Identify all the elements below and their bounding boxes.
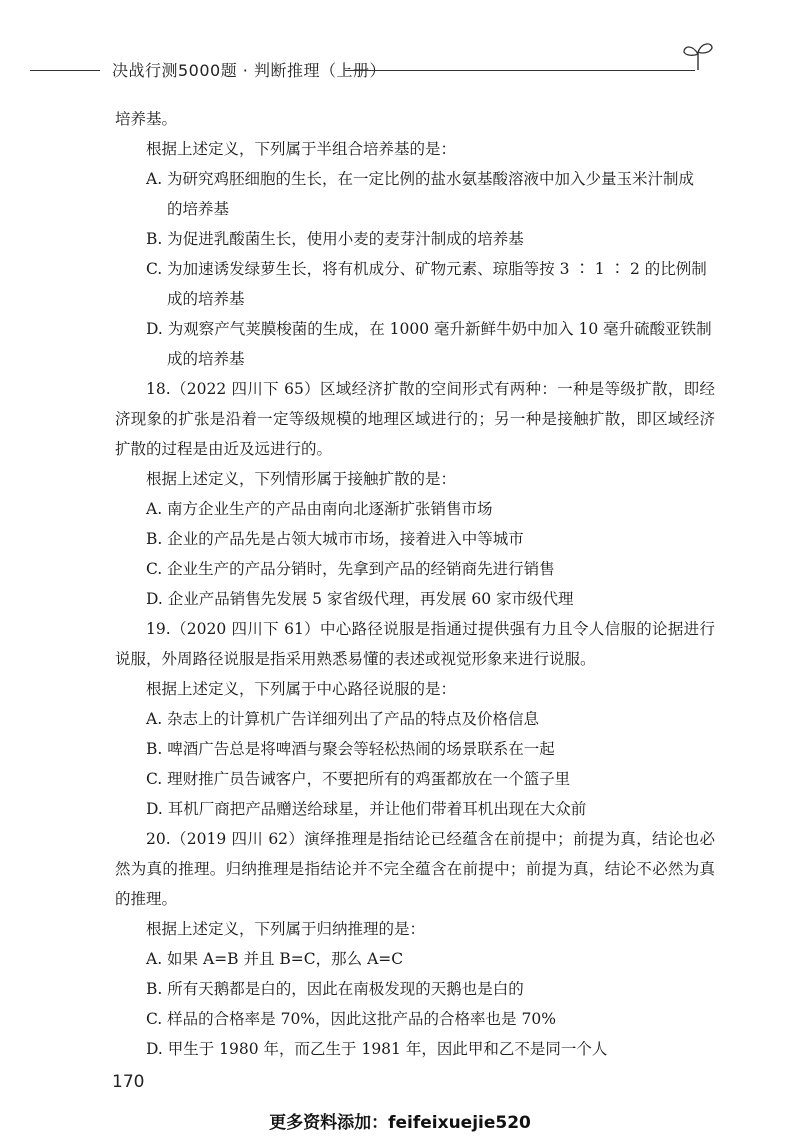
q19-prompt: 根据上述定义，下列属于中心路径说服的是： <box>146 680 457 698</box>
q20-option-a: A. 如果 A=B 并且 B=C，那么 A=C <box>146 950 404 968</box>
q20-option-b: B. 所有天鹅都是白的，因此在南极发现的天鹅也是白的 <box>146 980 524 998</box>
q19-stem: 19.（2020 四川下 61）中心路径说服是指通过提供强有力且令人信服的论据进行说服，外周路径说服是指采用熟悉易懂的表述或视觉形象来进行说服。 <box>115 620 715 668</box>
running-header <box>0 54 800 94</box>
q20-option-d: D. 甲生于 1980 年，而乙生于 1981 年，因此甲和乙不是同一个人 <box>146 1040 608 1058</box>
q19-option-c: C. 理财推广员告诫客户，不要把所有的鸡蛋都放在一个篮子里 <box>146 770 571 788</box>
sprout-icon <box>680 40 716 72</box>
intro-tail: 培养基。 <box>115 110 178 128</box>
page-number: 170 <box>112 1072 145 1092</box>
header-rule-left <box>30 70 100 71</box>
page-body <box>115 104 715 1064</box>
q17-option-a-cont: 的培养基 <box>167 200 230 218</box>
q17-option-d-cont: 成的培养基 <box>167 350 245 368</box>
q17-option-d: D. 为观察产气荚膜梭菌的生成，在 1000 毫升新鲜牛奶中加入 10 毫升硫酸亚铁制 <box>146 320 712 338</box>
q17-option-b: B. 为促进乳酸菌生长，使用小麦的麦芽汁制成的培养基 <box>146 230 524 248</box>
header-rule-right <box>345 70 695 71</box>
q19-option-b: B. 啤酒广告总是将啤酒与聚会等轻松热闹的场景联系在一起 <box>146 740 555 758</box>
book-title: 决战行测5000题 · 判断推理（上册） <box>112 61 386 80</box>
q17-option-c: C. 为加速诱发绿萝生长，将有机成分、矿物元素、琼脂等按 3 ∶ 1 ∶ 2 的比例制 <box>146 260 707 278</box>
q19-option-d: D. 耳机厂商把产品赠送给球星，并让他们带着耳机出现在大众前 <box>146 800 587 818</box>
q20-stem: 20.（2019 四川 62）演绎推理是指结论已经蕴含在前提中；前提为真，结论也必然为真的推理。归纳推理是指结论并不完全蕴含在前提中；前提为真，结论不必然为真的推理。 <box>115 830 715 908</box>
q20-option-c: C. 样品的合格率是 70%，因此这批产品的合格率也是 70% <box>146 1010 556 1028</box>
q20-prompt: 根据上述定义，下列属于归纳推理的是： <box>146 920 426 938</box>
footer-note: 更多资料添加：feifeixuejie520 <box>269 1113 531 1133</box>
q18-option-c: C. 企业生产的产品分销时，先拿到产品的经销商先进行销售 <box>146 560 555 578</box>
q17-prompt: 根据上述定义，下列属于半组合培养基的是： <box>146 140 457 158</box>
q18-option-b: B. 企业的产品先是占领大城市市场，接着进入中等城市 <box>146 530 524 548</box>
q19-option-a: A. 杂志上的计算机广告详细列出了产品的特点及价格信息 <box>146 710 540 728</box>
q18-option-d: D. 企业产品销售先发展 5 家省级代理，再发展 60 家市级代理 <box>146 590 574 608</box>
q18-stem: 18.（2022 四川下 65）区域经济扩散的空间形式有两种：一种是等级扩散，即经济现象的扩张是沿着一定等级规模的地理区域进行的；另一种是接触扩散，即区域经济扩散的过程是由近及远进行的。 <box>115 380 715 458</box>
q17-option-c-cont: 成的培养基 <box>167 290 245 308</box>
q18-prompt: 根据上述定义，下列情形属于接触扩散的是： <box>146 470 457 488</box>
q17-option-a: A. 为研究鸡胚细胞的生长，在一定比例的盐水氨基酸溶液中加入少量玉米汁制成 <box>146 170 695 188</box>
q18-option-a: A. 南方企业生产的产品由南向北逐渐扩张销售市场 <box>146 500 493 518</box>
